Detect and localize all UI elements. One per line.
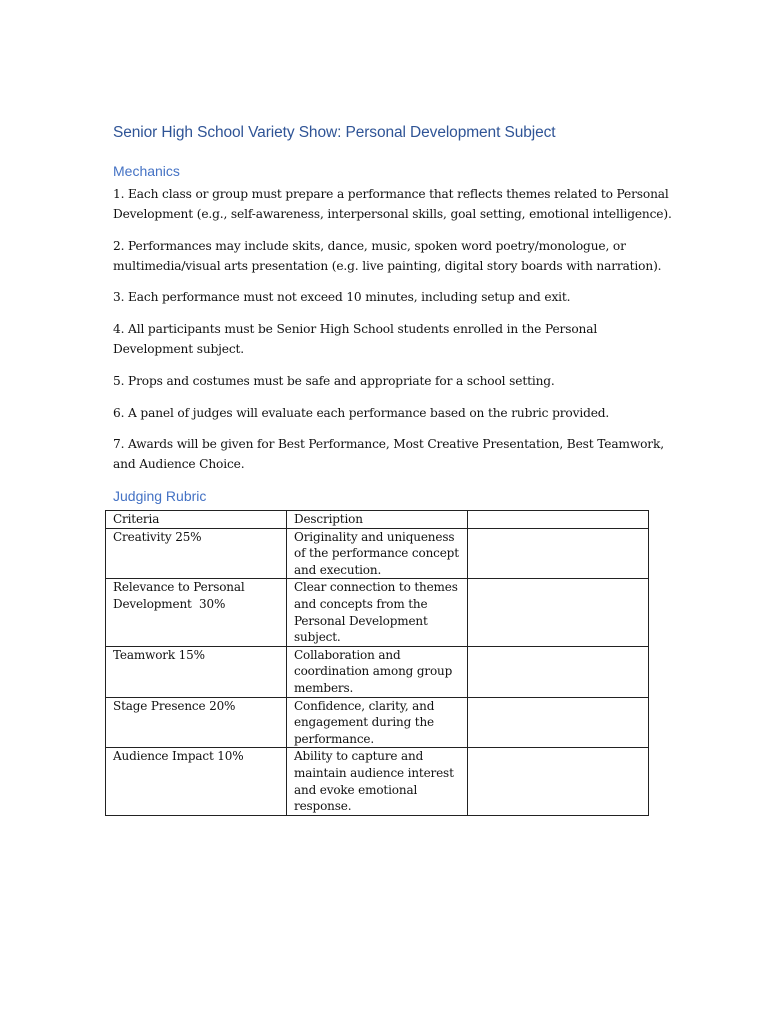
extra-cell <box>468 579 649 646</box>
judging-rubric-heading: Judging Rubric <box>113 488 207 504</box>
description-line: Confidence, clarity, and <box>294 698 435 713</box>
extra-cell <box>468 646 649 697</box>
criteria-cell <box>106 697 287 748</box>
description-line: members. <box>294 680 354 695</box>
mechanics-item-4 <box>113 319 658 359</box>
table-row <box>106 748 649 815</box>
criteria-cell <box>106 528 287 579</box>
description-line: response. <box>294 799 352 814</box>
description-line: maintain audience interest <box>294 765 454 780</box>
criteria-line: Development 30% <box>113 596 226 611</box>
header-description: Description <box>287 511 468 529</box>
table-header-row <box>106 511 649 529</box>
description-line: coordination among group <box>294 664 453 679</box>
mechanics-line: 7. Awards will be given for Best Performance, Most Creative Presentation, Best Teamwork, <box>113 437 664 451</box>
description-line: subject. <box>294 630 341 645</box>
mechanics-line: 3. Each performance must not exceed 10 minutes, including setup and exit. <box>113 290 571 304</box>
description-line: engagement during the <box>294 715 435 730</box>
criteria-line: Stage Presence 20% <box>113 698 236 713</box>
document-title: Senior High School Variety Show: Personal Development Subject <box>113 124 556 141</box>
criteria-cell <box>106 646 287 697</box>
mechanics-item-3 <box>113 287 658 307</box>
criteria-cell <box>106 579 287 646</box>
table-row <box>106 528 649 579</box>
criteria-cell <box>106 748 287 815</box>
criteria-line: Creativity 25% <box>113 529 202 544</box>
mechanics-line: 2. Performances may include skits, dance, music, spoken word poetry/monologue, or <box>113 239 626 253</box>
description-cell <box>287 646 468 697</box>
description-line: Originality and uniqueness <box>294 529 455 544</box>
description-line: and concepts from the <box>294 596 428 611</box>
judging-rubric-table <box>105 510 649 816</box>
description-cell <box>287 697 468 748</box>
description-cell <box>287 579 468 646</box>
mechanics-line: 1. Each class or group must prepare a performance that reflects themes related to Personal <box>113 187 669 201</box>
description-line: and evoke emotional <box>294 782 418 797</box>
extra-cell <box>468 748 649 815</box>
mechanics-item-2 <box>113 236 662 276</box>
description-line: performance. <box>294 731 375 746</box>
mechanics-line: multimedia/visual arts presentation (e.g. live painting, digital story boards with narration). <box>113 259 662 273</box>
mechanics-line: and Audience Choice. <box>113 457 245 471</box>
mechanics-line: Development (e.g., self-awareness, interpersonal skills, goal setting, emotional intelligence). <box>113 207 672 221</box>
criteria-line: Audience Impact 10% <box>113 749 244 764</box>
table-row <box>106 646 649 697</box>
header-criteria: Criteria <box>106 511 287 529</box>
extra-cell <box>468 697 649 748</box>
description-line: Ability to capture and <box>294 749 424 764</box>
header-extra <box>468 511 649 529</box>
extra-cell <box>468 528 649 579</box>
mechanics-line: 5. Props and costumes must be safe and appropriate for a school setting. <box>113 374 555 388</box>
mechanics-item-7 <box>113 434 664 474</box>
description-cell <box>287 748 468 815</box>
mechanics-item-6 <box>113 403 658 423</box>
mechanics-item-5 <box>113 371 658 391</box>
mechanics-line: 6. A panel of judges will evaluate each performance based on the rubric provided. <box>113 406 610 420</box>
description-line: and execution. <box>294 562 382 577</box>
description-line: Collaboration and <box>294 647 401 662</box>
description-cell <box>287 528 468 579</box>
description-line: of the performance concept <box>294 546 459 561</box>
table-row <box>106 697 649 748</box>
mechanics-heading: Mechanics <box>113 163 180 179</box>
criteria-line: Teamwork 15% <box>113 647 205 662</box>
description-line: Clear connection to themes <box>294 580 458 595</box>
criteria-line: Relevance to Personal <box>113 580 245 595</box>
mechanics-item-1 <box>113 184 672 224</box>
mechanics-line: Development subject. <box>113 342 245 356</box>
table-row <box>106 579 649 646</box>
description-line: Personal Development <box>294 613 428 628</box>
mechanics-line: 4. All participants must be Senior High School students enrolled in the Personal <box>113 322 598 336</box>
